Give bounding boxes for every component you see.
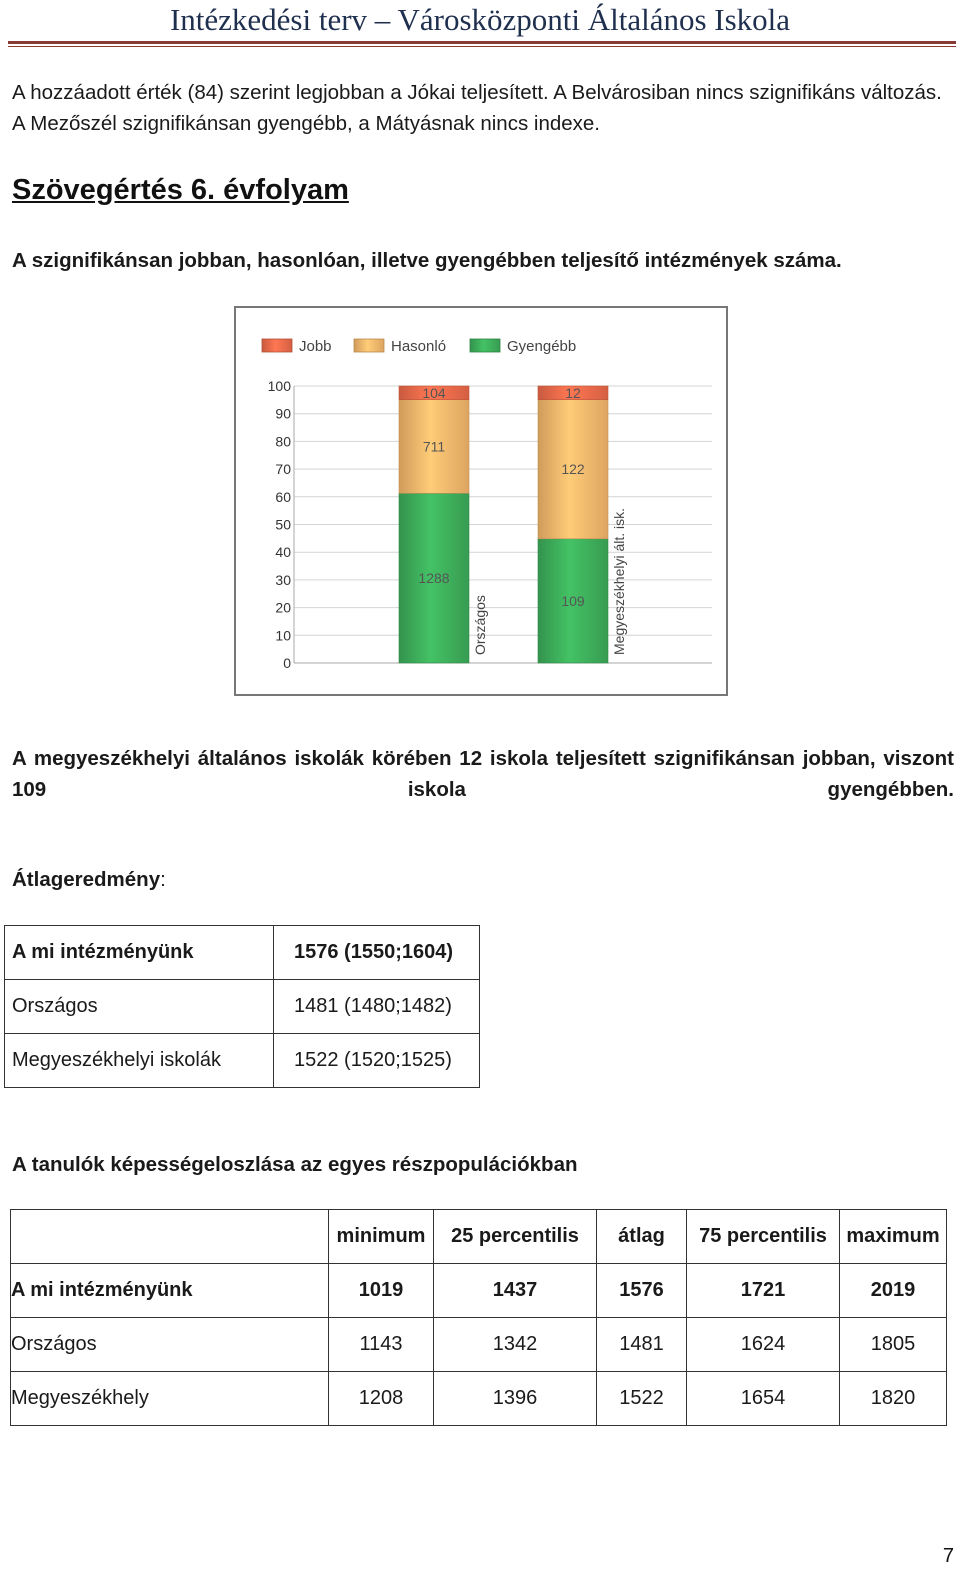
bar-data-label: 12 xyxy=(565,384,581,401)
category-label: Megyeszékhelyi ált. isk. xyxy=(611,507,627,655)
table-cell: 1576 xyxy=(597,1264,687,1318)
average-colon: : xyxy=(160,868,166,891)
table-cell: 1437 xyxy=(434,1264,597,1318)
table-cell: 1396 xyxy=(434,1372,597,1426)
column-header xyxy=(11,1210,329,1264)
page-header-title: Intézkedési terv – Városközponti Általános Iskola xyxy=(169,2,791,37)
average-row-label: A mi intézményünk xyxy=(5,926,274,980)
table-row xyxy=(11,1372,947,1426)
y-tick-label: 50 xyxy=(275,516,291,533)
bar-data-label: 122 xyxy=(561,461,585,478)
legend-swatch xyxy=(262,339,292,352)
legend-label: Jobb xyxy=(299,338,332,355)
average-row-label: Országos xyxy=(5,980,274,1034)
summary-paragraph: A megyeszékhelyi általános iskolák körében 12 iskola teljesített szignifikánsan jobban, viszont 109 iskola gyengébben. xyxy=(12,747,954,801)
table-cell: 1208 xyxy=(329,1372,434,1426)
average-row-value: 1576 (1550;1604) xyxy=(274,926,480,980)
row-label: Országos xyxy=(11,1318,329,1372)
average-row-label: Megyeszékhelyi iskolák xyxy=(5,1034,274,1088)
y-tick-label: 60 xyxy=(275,488,291,505)
y-tick-label: 0 xyxy=(283,655,291,671)
table-cell: 1481 xyxy=(597,1318,687,1372)
chart-caption: A szignifikánsan jobban, hasonlóan, illetve gyengébben teljesítő intézmények száma. xyxy=(12,249,842,272)
section-heading: Szövegértés 6. évfolyam xyxy=(12,174,349,206)
legend-label: Hasonló xyxy=(391,338,447,355)
table-cell: 1721 xyxy=(687,1264,840,1318)
bar-data-label: 109 xyxy=(561,592,585,609)
table-row xyxy=(5,926,480,980)
table-cell: 1654 xyxy=(687,1372,840,1426)
bar-data-label: 1288 xyxy=(418,570,450,587)
column-header: maximum xyxy=(840,1210,947,1264)
y-tick-label: 40 xyxy=(275,544,291,561)
table-cell: 1820 xyxy=(840,1372,947,1426)
average-table xyxy=(4,925,480,1088)
stacked-bar-chart xyxy=(236,308,726,694)
column-header: minimum xyxy=(329,1210,434,1264)
distribution-title: A tanulók képességeloszlása az egyes részpopulációkban xyxy=(12,1153,578,1176)
chart-frame xyxy=(234,306,728,696)
header-divider xyxy=(8,41,956,44)
row-label: A mi intézményünk xyxy=(11,1264,329,1318)
average-label: Átlageredmény xyxy=(12,868,161,891)
row-label: Megyeszékhely xyxy=(11,1372,329,1426)
bar-data-label: 711 xyxy=(422,438,446,455)
column-header: 75 percentilis xyxy=(687,1210,840,1264)
table-cell: 1805 xyxy=(840,1318,947,1372)
average-heading xyxy=(12,864,954,895)
column-header: 25 percentilis xyxy=(434,1210,597,1264)
y-tick-label: 30 xyxy=(275,571,291,588)
y-tick-label: 10 xyxy=(275,627,291,644)
legend-swatch xyxy=(470,339,500,352)
table-cell: 1522 xyxy=(597,1372,687,1426)
legend-swatch xyxy=(354,339,384,352)
y-tick-label: 90 xyxy=(275,405,291,422)
table-cell: 1624 xyxy=(687,1318,840,1372)
distribution-table xyxy=(10,1209,947,1426)
legend-label: Gyengébb xyxy=(507,338,577,355)
table-cell: 1342 xyxy=(434,1318,597,1372)
bar-data-label: 104 xyxy=(422,384,446,401)
column-header: átlag xyxy=(597,1210,687,1264)
table-row xyxy=(11,1318,947,1372)
table-row xyxy=(5,1034,480,1088)
page-number: 7 xyxy=(942,1545,954,1567)
table-header-row xyxy=(11,1210,947,1264)
y-tick-label: 70 xyxy=(275,461,291,478)
table-cell: 1143 xyxy=(329,1318,434,1372)
table-row xyxy=(5,980,480,1034)
header-divider-thin xyxy=(8,46,956,47)
y-tick-label: 100 xyxy=(267,378,291,394)
y-tick-label: 80 xyxy=(275,433,291,450)
intro-paragraph: A hozzáadott érték (84) szerint legjobban a Jókai teljesített. A Belvárosiban nincs szignifikáns változás. A Mezőszél szignifikánsan gyengébb, a Mátyásnak nincs indexe. xyxy=(12,81,942,135)
table-row xyxy=(11,1264,947,1318)
table-cell: 1019 xyxy=(329,1264,434,1318)
table-cell: 2019 xyxy=(840,1264,947,1318)
average-row-value: 1481 (1480;1482) xyxy=(274,980,480,1034)
average-row-value: 1522 (1520;1525) xyxy=(274,1034,480,1088)
category-label: Országos xyxy=(472,595,488,655)
y-tick-label: 20 xyxy=(275,599,291,616)
